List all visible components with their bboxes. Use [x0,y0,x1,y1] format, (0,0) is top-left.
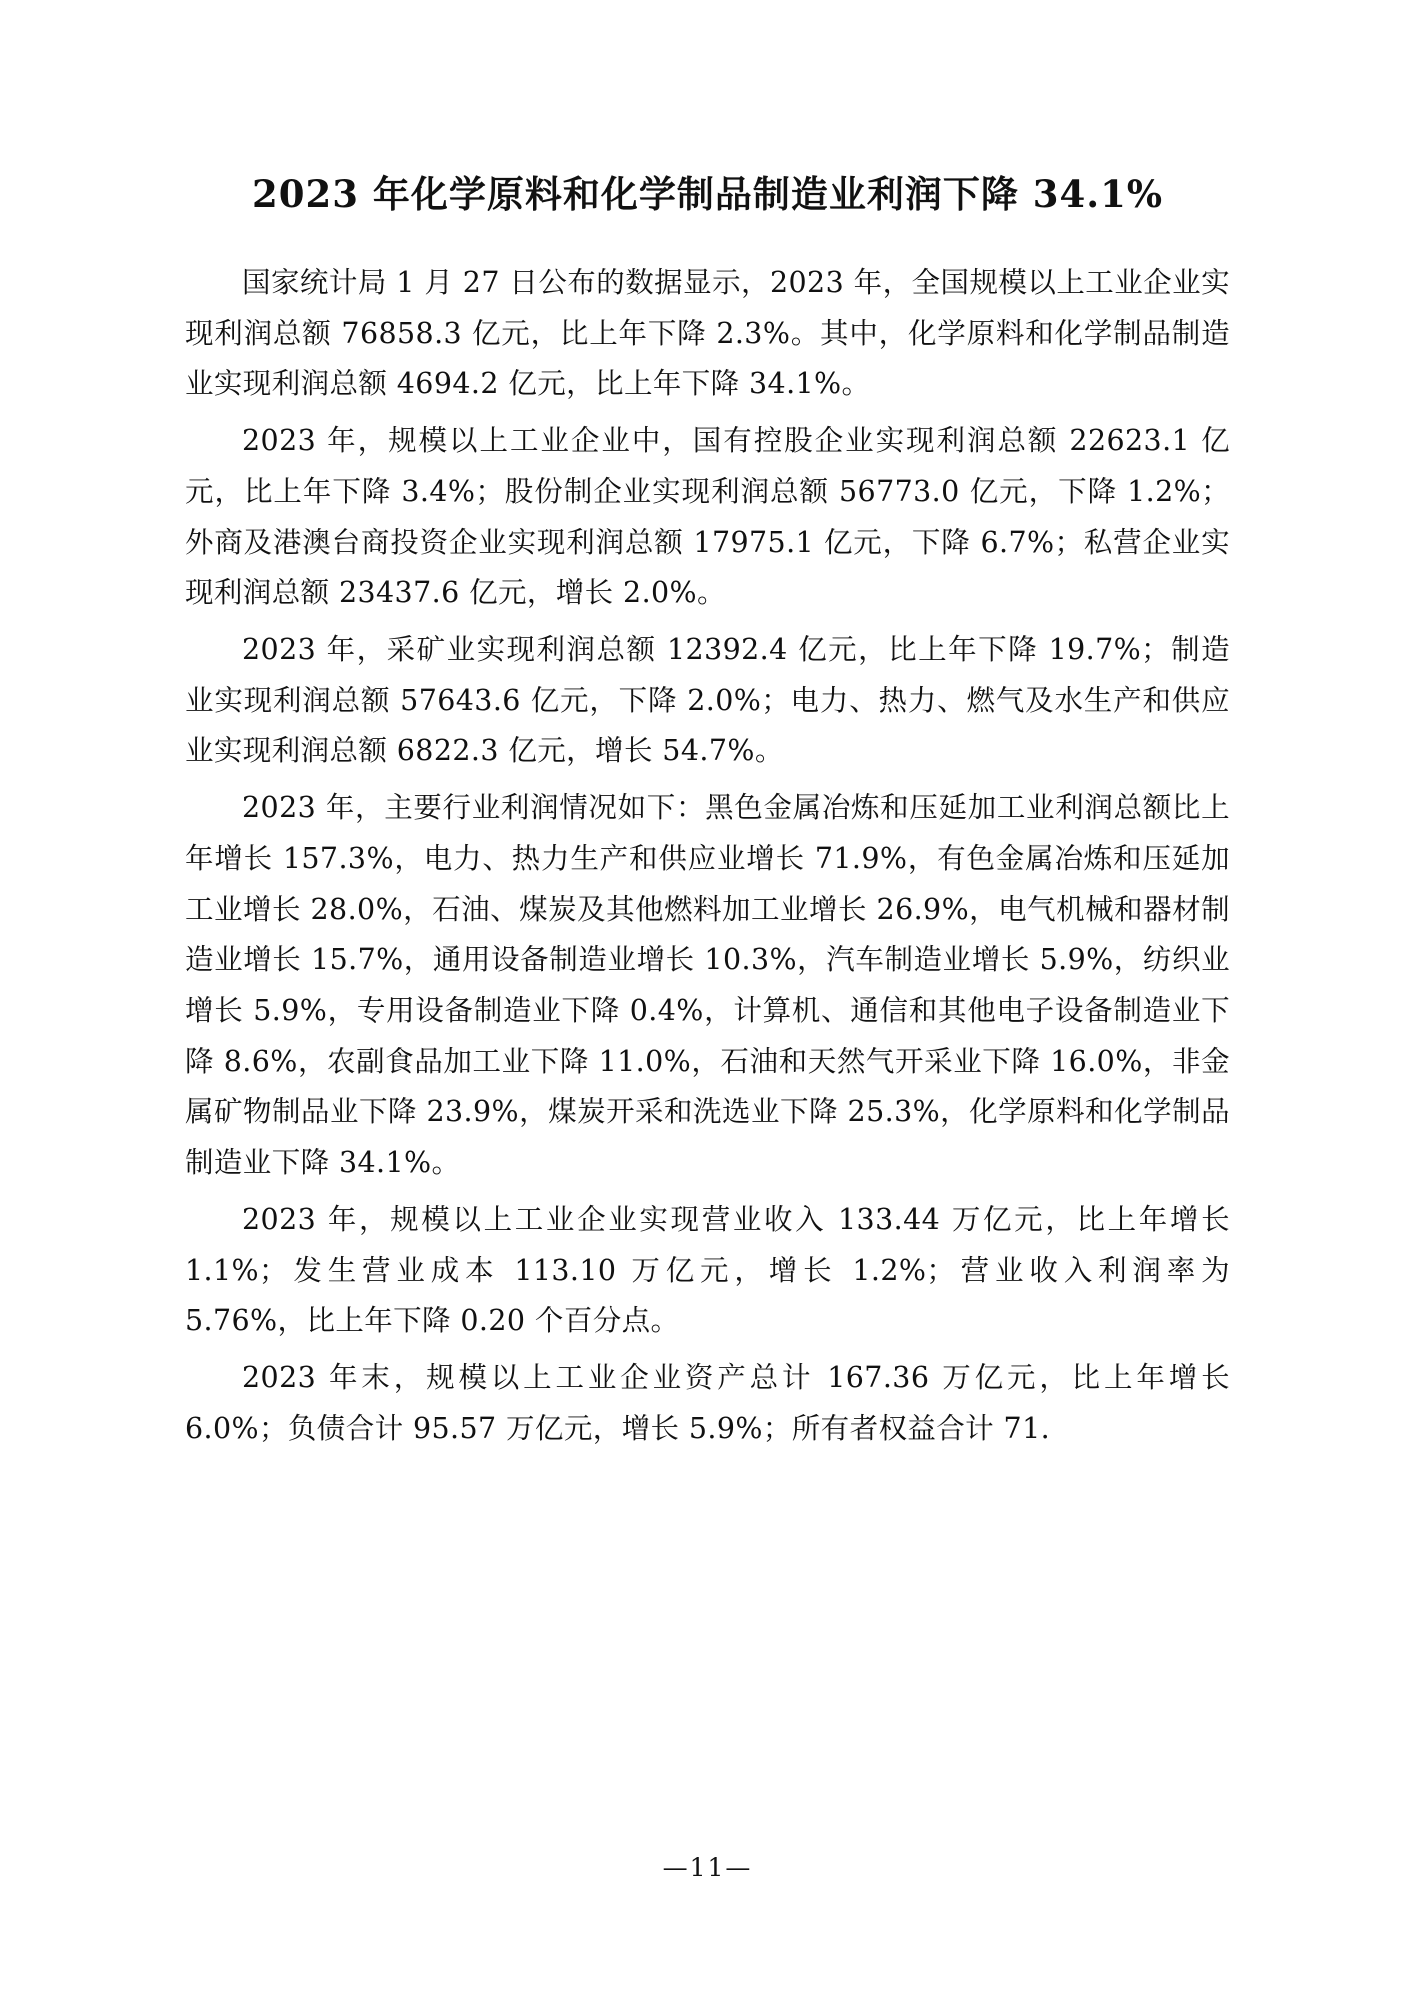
page-number: —11— [662,1853,753,1882]
body-paragraph: 2023 年，规模以上工业企业中，国有控股企业实现利润总额 22623.1 亿元，比上年下降 3.4%；股份制企业实现利润总额 56773.0 亿元，下降 1.2%；外商及港澳台商投资企业实现利润总额 17975.1 亿元，下降 6.7%；私营企业实现利润总额 23437.6 亿元，增长 2.0%。 [185,424,1230,610]
body-paragraph: 2023 年，主要行业利润情况如下：黑色金属冶炼和压延加工业利润总额比上年增长 157.3%，电力、热力生产和供应业增长 71.9%，有色金属冶炼和压延加工业增长 28.0%，石油、煤炭及其他燃料加工业增长 26.9%，电气机械和器材制造业增长 15.7%，通用设备制造业增长 10.3%，汽车制造业增长 5.9%，纺织业增长 5.9%，专用设备制造业下降 0.4%，计算机、通信和其他电子设备制造业下降 8.6%，农副食品加工业下降 11.0%，石油和天然气开采业下降 16.0%，非金属矿物制品业下降 23.9%，煤炭开采和洗选业下降 25.3%，化学原料和化学制品制造业下降 34.1%。 [185,791,1230,1180]
body-paragraph: 2023 年，规模以上工业企业实现营业收入 133.44 万亿元，比上年增长 1.1%；发生营业成本 113.10 万亿元，增长 1.2%；营业收入利润率为 5.76%，比上年下降 0.20 个百分点。 [185,1202,1230,1338]
page-title: 2023 年化学原料和化学制品制造业利润下降 34.1% [251,172,1163,216]
body-paragraph: 2023 年，采矿业实现利润总额 12392.4 亿元，比上年下降 19.7%；制造业实现利润总额 57643.6 亿元，下降 2.0%；电力、热力、燃气及水生产和供应业实现利润总额 6822.3 亿元，增长 54.7%。 [185,632,1230,768]
body-paragraph: 国家统计局 1 月 27 日公布的数据显示，2023 年，全国规模以上工业企业实现利润总额 76858.3 亿元，比上年下降 2.3%。其中，化学原料和化学制品制造业实现利润总额 4694.2 亿元，比上年下降 34.1%。 [185,265,1230,401]
body-paragraph: 2023 年末，规模以上工业企业资产总计 167.36 万亿元，比上年增长 6.0%；负债合计 95.57 万亿元，增长 5.9%；所有者权益合计 71. [185,1361,1230,1445]
